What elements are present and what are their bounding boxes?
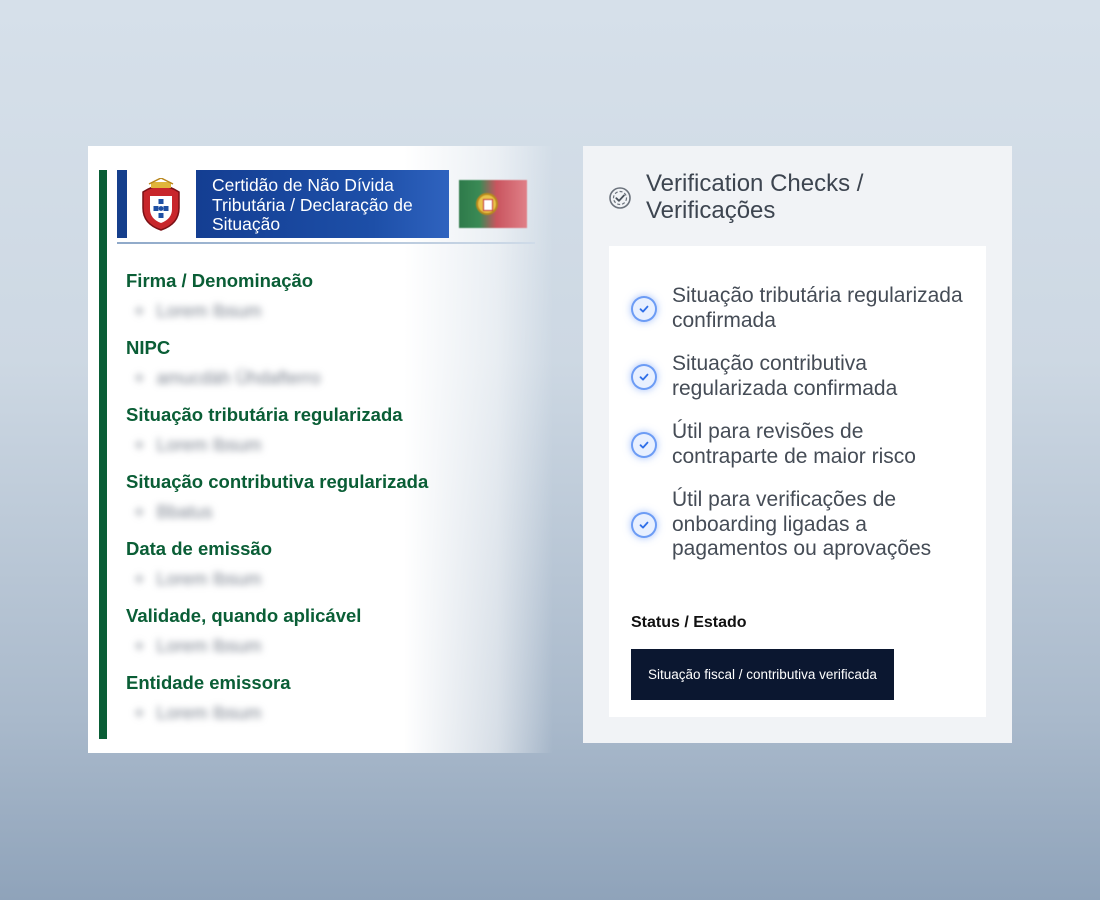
- verification-panel: [583, 146, 1012, 743]
- field-value-redacted: + Lorem Ibsum: [134, 636, 262, 656]
- check-text: Situação tributária regularizada confirmada: [672, 284, 963, 332]
- portuguese-coat-of-arms-icon: [139, 178, 183, 232]
- field-label: Validade, quando aplicável: [126, 605, 362, 626]
- field-label: Situação tributária regularizada: [126, 404, 403, 425]
- field-label: Situação contributiva regularizada: [126, 471, 429, 492]
- field-value-redacted: + Bbatus: [134, 502, 213, 522]
- document-header: [117, 170, 535, 244]
- check-item: [633, 284, 973, 333]
- verified-badge-icon: [608, 186, 632, 210]
- field-value-redacted: + Lorem Ibsum: [134, 301, 262, 321]
- field-label: Firma / Denominação: [126, 270, 314, 291]
- field-label: NIPC: [126, 337, 171, 358]
- document-accent-rule: [99, 170, 107, 739]
- field-value-redacted: + Lorem Ibsum: [134, 435, 262, 455]
- check-circle-icon: [633, 514, 655, 536]
- check-item: [633, 352, 973, 401]
- field-value-redacted: + amucdàh Ühdafterro: [134, 368, 321, 388]
- check-text: Situação contributiva regularizada confirmada: [672, 352, 898, 400]
- field-data-emissao: [126, 538, 546, 605]
- check-text: Útil para revisões de contraparte de maior risco: [672, 420, 916, 468]
- checks-list: [609, 246, 986, 717]
- header-divider: [117, 242, 535, 244]
- field-validade: [126, 605, 546, 672]
- check-circle-icon: [633, 298, 655, 320]
- field-label: Entidade emissora: [126, 672, 291, 693]
- check-text: Útil para verificações de onboarding ligadas a pagamentos ou aprovações: [672, 488, 932, 560]
- field-label: Data de emissão: [126, 538, 273, 559]
- document-title: Certidão de Não Dívida Tributária / Declaração de Situação: [196, 170, 449, 238]
- field-value-redacted: + Lorem Ibsum: [134, 703, 262, 723]
- field-value-redacted: + Lorem Ibsum: [134, 569, 262, 589]
- status-label: Status / Estado: [631, 614, 747, 631]
- check-item: [633, 488, 973, 562]
- document-fields: [126, 270, 546, 739]
- field-situacao-tributaria: [126, 404, 546, 471]
- field-nipc: [126, 337, 546, 404]
- check-circle-icon: [633, 366, 655, 388]
- certificate-document: [88, 146, 553, 753]
- field-firma: [126, 270, 546, 337]
- portugal-flag-icon: [459, 180, 527, 228]
- status-badge: Situação fiscal / contributiva verificada: [631, 649, 894, 700]
- flag-emblem: [476, 193, 498, 215]
- check-item: [633, 420, 973, 469]
- field-situacao-contributiva: [126, 471, 546, 538]
- header-border: [117, 170, 127, 238]
- field-entidade-emissora: [126, 672, 546, 739]
- check-circle-icon: [633, 434, 655, 456]
- verification-title: Verification Checks / Verificações: [646, 170, 864, 224]
